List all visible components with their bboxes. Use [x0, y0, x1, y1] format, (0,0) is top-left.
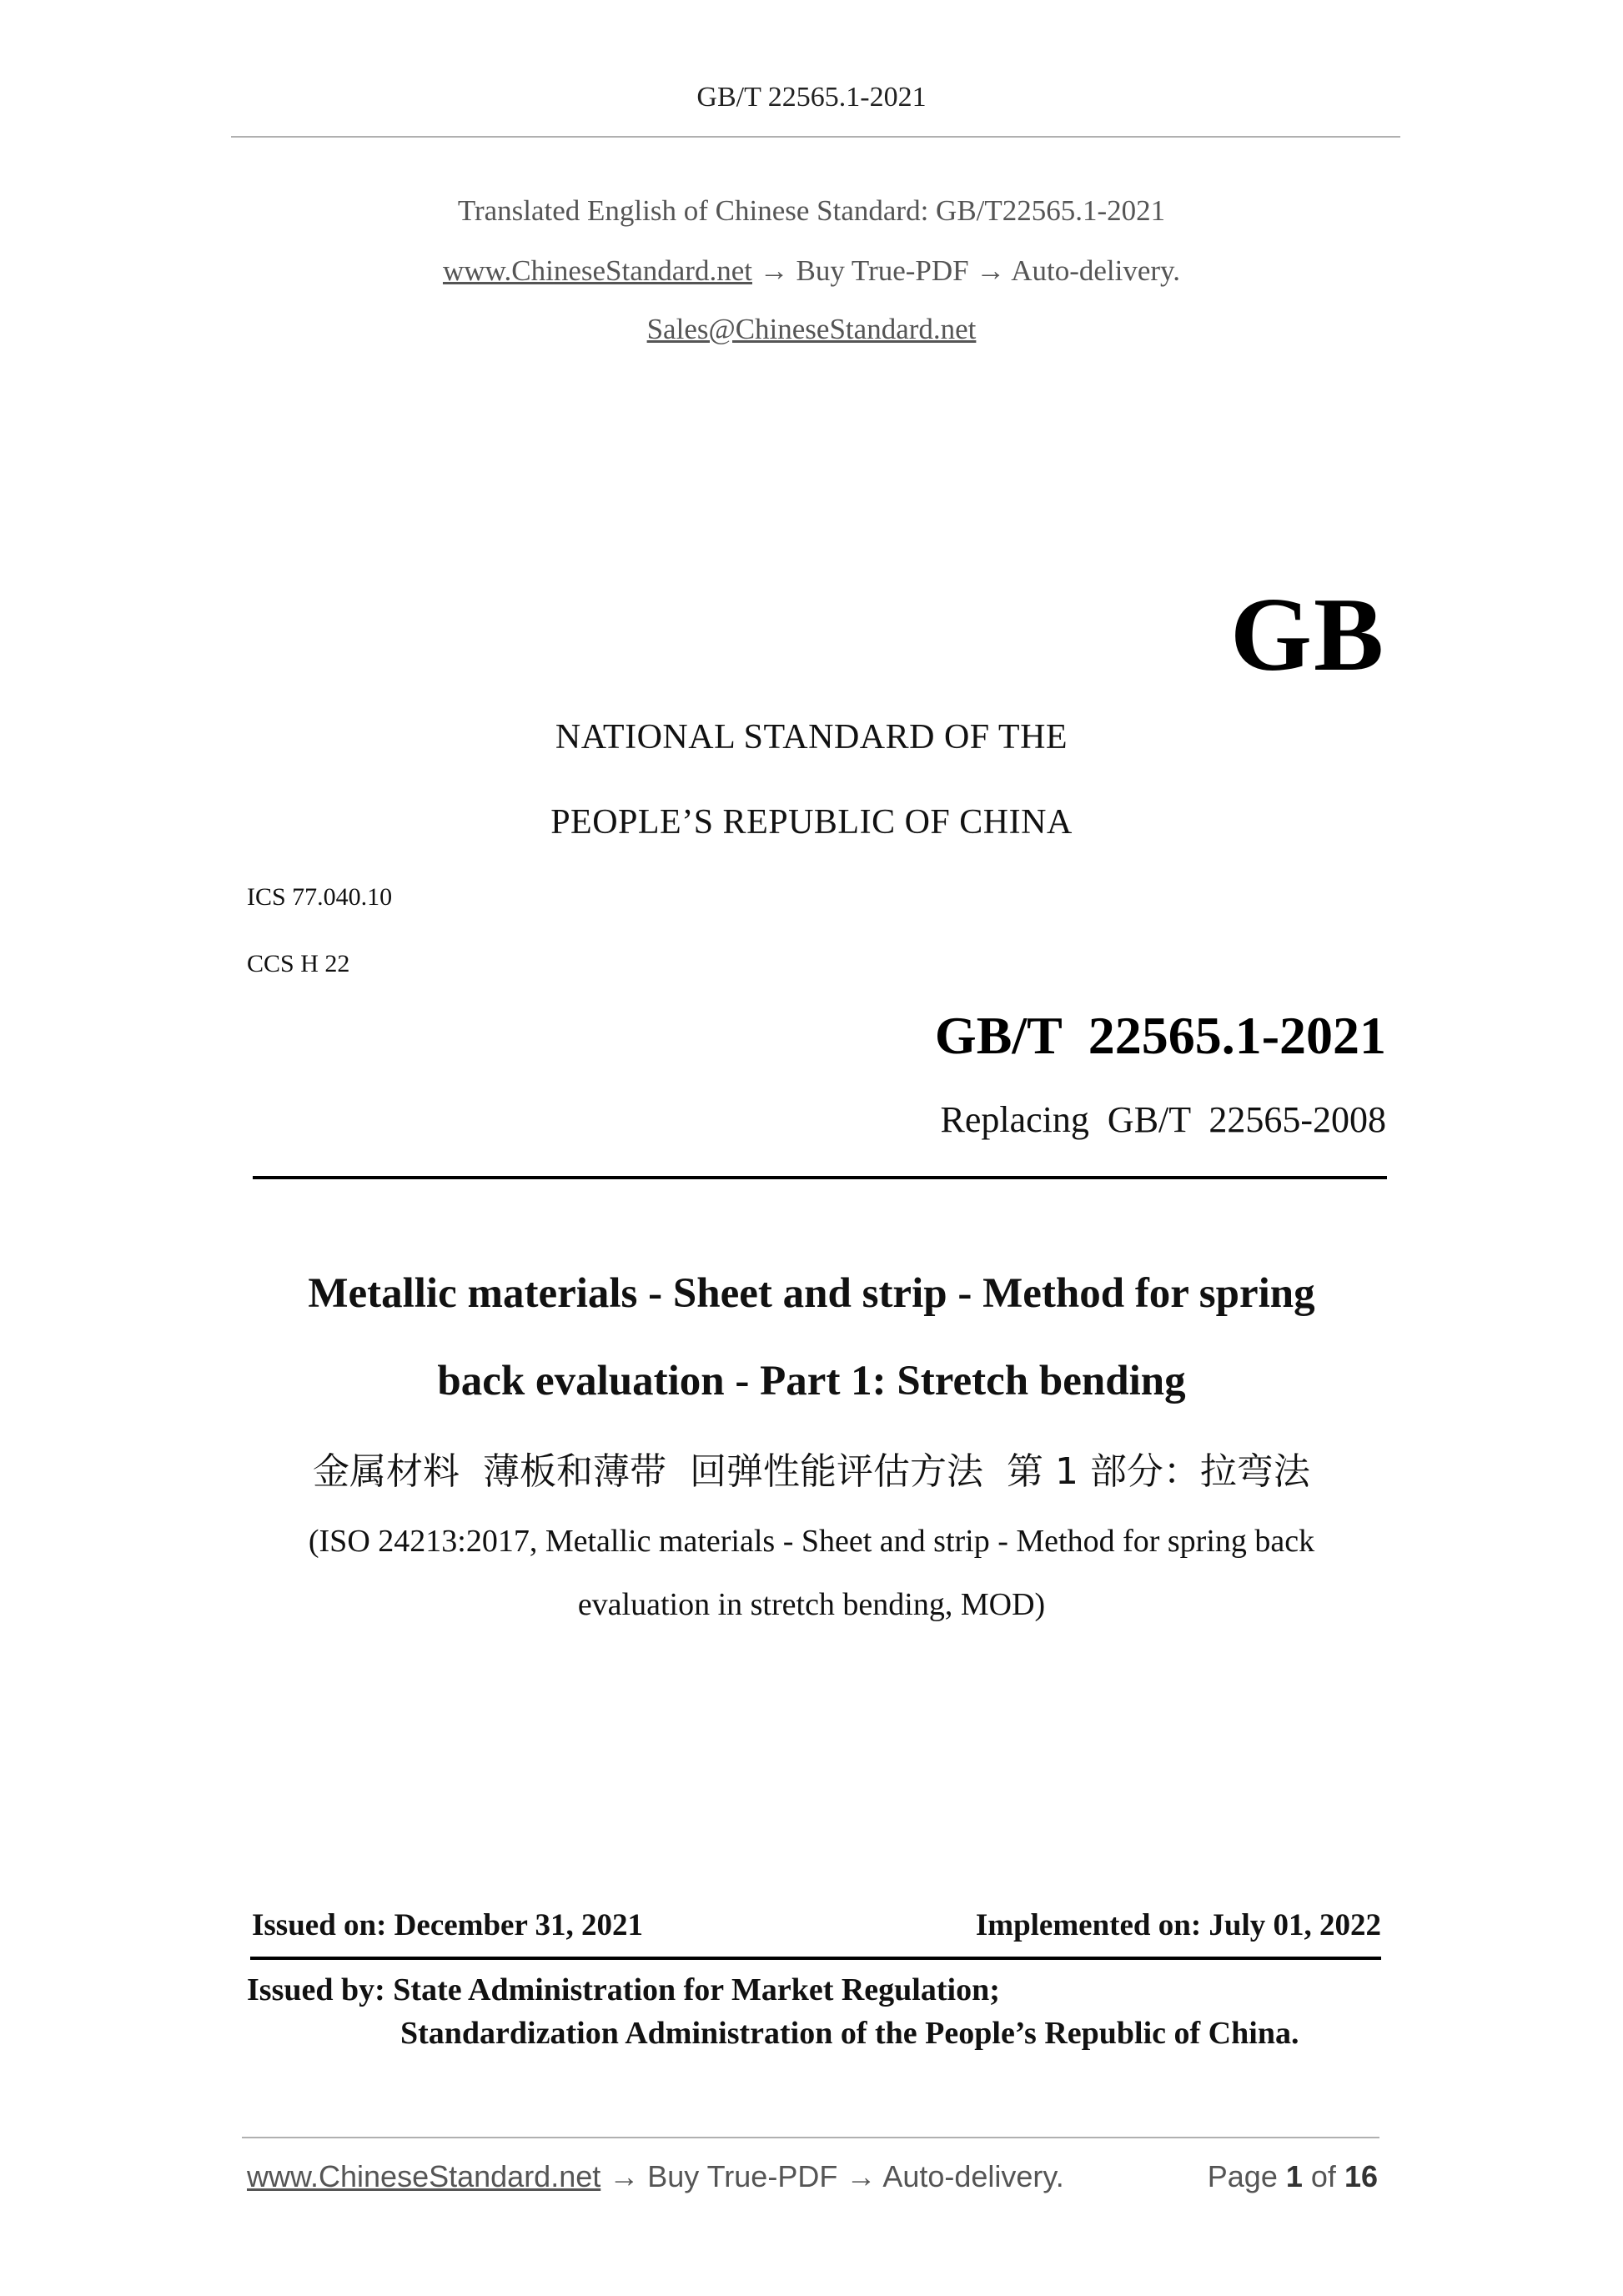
- standard-number: GB/T 22565.1-2021: [934, 1006, 1386, 1065]
- footer-buy-text: → Buy True-PDF → Auto-delivery.: [600, 2159, 1064, 2193]
- promo-email-line: [0, 313, 1623, 346]
- issued-by-line2: Standardization Administration of the People’s Republic of China.: [400, 2016, 1299, 2051]
- sales-email-link[interactable]: Sales@ChineseStandard.net: [646, 313, 977, 345]
- chinese-title: 金属材料 薄板和薄带 回弹性能评估方法 第 1 部分：拉弯法: [313, 1450, 1310, 1493]
- iso-reference-line1: (ISO 24213:2017, Metallic materials - Sheet and strip - Method for spring back: [308, 1524, 1315, 1559]
- footer-website-link[interactable]: www.ChineseStandard.net: [247, 2159, 601, 2193]
- page-of-label: of: [1310, 2159, 1336, 2193]
- running-header: GB/T 22565.1-2021: [696, 82, 927, 113]
- footer-divider: [242, 2137, 1379, 2138]
- ccs-code: CCS H 22: [247, 950, 350, 977]
- iso-reference-line2: evaluation in stretch bending, MOD): [577, 1587, 1046, 1622]
- english-title-line2: back evaluation - Part 1: Stretch bending: [437, 1358, 1186, 1404]
- header-divider: [231, 136, 1400, 138]
- footer-promo: [247, 2159, 1064, 2194]
- national-standard-heading-line1: NATIONAL STANDARD OF THE: [555, 718, 1068, 756]
- replacing-standard: Replacing GB/T 22565-2008: [940, 1099, 1386, 1140]
- national-standard-heading-line2: PEOPLE’S REPUBLIC OF CHINA: [550, 803, 1073, 842]
- english-title-line1: Metallic materials - Sheet and strip - Method for spring: [308, 1270, 1315, 1317]
- issued-on-date: Issued on: December 31, 2021: [252, 1908, 643, 1942]
- page-indicator: [1208, 2159, 1378, 2194]
- issued-by-line1: Issued by: State Administration for Market Regulation;: [247, 1972, 1000, 2007]
- website-link[interactable]: www.ChineseStandard.net: [442, 254, 752, 287]
- gb-mark: GB: [1229, 577, 1385, 693]
- page-label: Page: [1207, 2159, 1278, 2193]
- page-total: 16: [1344, 2159, 1378, 2193]
- promo-buy-text: → Buy True-PDF → Auto-delivery.: [751, 254, 1181, 287]
- page-current: 1: [1285, 2159, 1303, 2193]
- promo-translation-note: Translated English of Chinese Standard: GB/T22565.1-2021: [457, 194, 1166, 227]
- promo-buy-line: [0, 254, 1623, 288]
- title-divider: [253, 1176, 1387, 1179]
- dates-divider: [250, 1957, 1381, 1960]
- implemented-on-date: Implemented on: July 01, 2022: [975, 1908, 1381, 1942]
- ics-code: ICS 77.040.10: [247, 883, 393, 911]
